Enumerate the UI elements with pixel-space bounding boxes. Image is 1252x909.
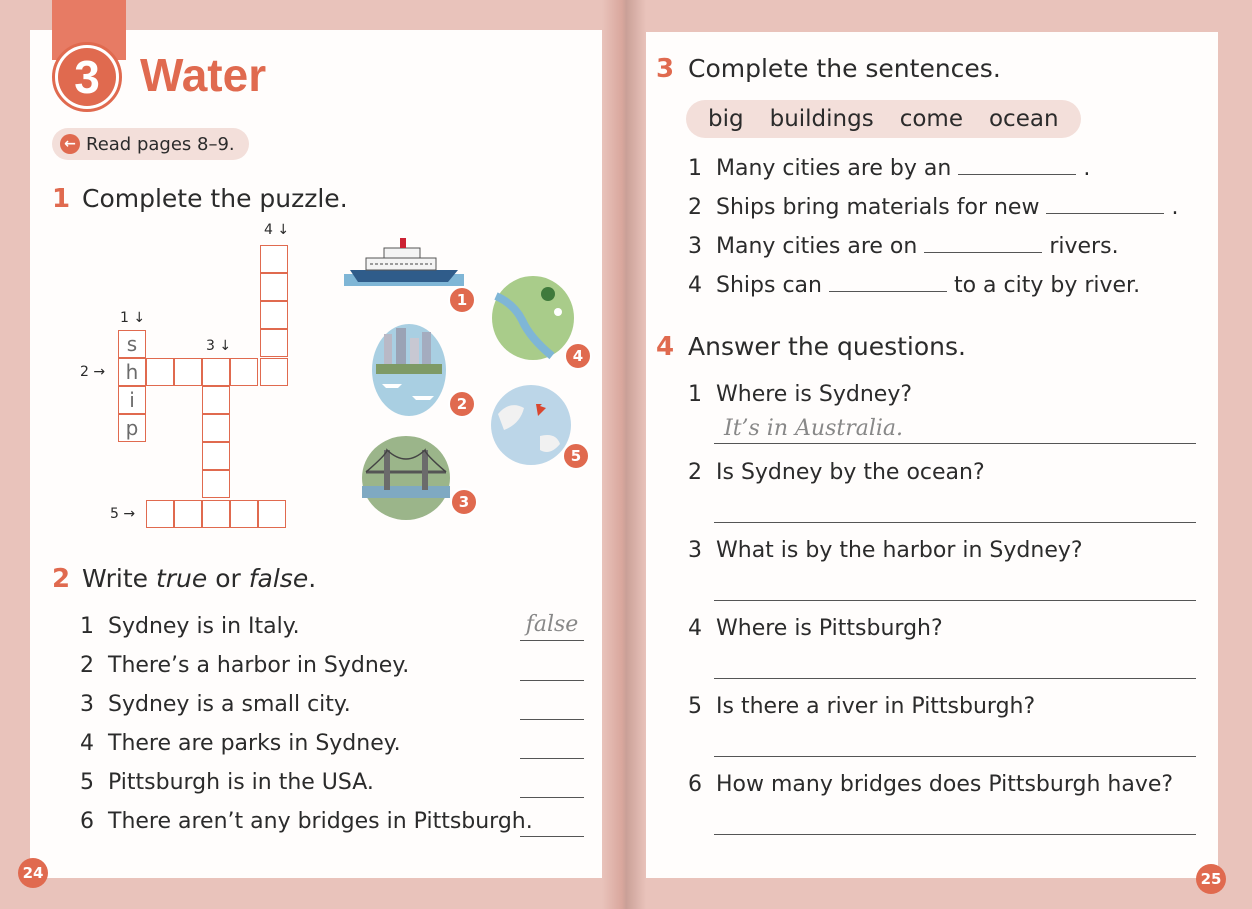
crossword-cell[interactable] [202,470,230,498]
globe-picture [490,380,572,466]
ex3-title: Complete the sentences. [688,54,1001,83]
page-number-right: 25 [1196,864,1226,894]
answer-blank[interactable] [520,691,584,720]
unit-number: 3 [58,48,116,106]
crossword-cell[interactable]: i [118,386,146,414]
unit-number-badge [52,42,122,112]
crossword-cell[interactable] [202,442,230,470]
picture-label-3: 3 [450,488,478,516]
word-box [686,100,1081,138]
crossword-cell[interactable] [260,301,288,329]
clue-label-4: 4 ↓ [264,222,290,238]
clue-label-5: 5 → [110,506,136,522]
harbor-city-picture [372,324,446,416]
picture-label-5: 5 [562,442,590,470]
crossword-cell[interactable] [174,500,202,528]
crossword-cell[interactable] [258,500,286,528]
answer-line[interactable] [714,728,1196,757]
word-box-word: buildings [769,106,874,132]
sentence-blank[interactable] [1046,195,1164,214]
list-item: 5 Pittsburgh is in the USA. [80,770,374,795]
crossword-cell[interactable] [146,500,174,528]
ship-picture [344,236,464,292]
question: 1 Where is Sydney? [688,382,913,407]
read-pages-text: Read pages 8–9. [86,133,235,155]
word-box-word: big [708,106,744,132]
answer-blank[interactable] [520,652,584,681]
answer-blank[interactable] [520,769,584,798]
question: 6 How many bridges does Pittsburgh have? [688,772,1174,797]
word-box-word: come [899,106,963,132]
list-item: 6 There aren’t any bridges in Pittsburgh. [80,809,533,834]
arrow-left-icon: ← [60,134,80,154]
crossword-cell[interactable]: h [118,358,146,386]
unit-title: Water [140,49,267,101]
picture-label-4: 4 [564,342,592,370]
sentence-blank[interactable] [958,156,1076,175]
answer-blank[interactable] [520,808,584,837]
question: 3 What is by the harbor in Sydney? [688,538,1083,563]
sentence-blank[interactable] [924,234,1042,253]
crossword-cell[interactable] [202,386,230,414]
list-item: 2 Ships bring materials for new . [688,195,1179,220]
word-box-word: ocean [988,106,1059,132]
book-gutter [602,0,646,909]
answer-line[interactable]: It’s in Australia. [714,416,1196,444]
answer-blank[interactable] [520,730,584,759]
list-item: 1 Many cities are by an . [688,156,1091,181]
answer-blank[interactable]: false [520,612,584,641]
crossword-cell[interactable] [230,358,258,386]
answer-line[interactable] [714,806,1196,835]
page-number-left: 24 [18,858,48,888]
ex4-title: Answer the questions. [688,332,966,361]
clue-label-3: 3 ↓ [206,338,232,354]
list-item: 3 Sydney is a small city. [80,692,351,717]
ex3-number: 3 [656,54,675,84]
answer-line[interactable] [714,572,1196,601]
ex1-number: 1 [52,184,71,214]
answer-line[interactable] [714,650,1196,679]
crossword-cell[interactable]: p [118,414,146,442]
crossword-cell[interactable] [202,500,230,528]
picture-label-2: 2 [448,390,476,418]
crossword-cell[interactable] [174,358,202,386]
sentence-blank[interactable] [829,273,947,292]
crossword-cell[interactable] [146,358,174,386]
clue-label-1: 1 ↓ [120,310,146,326]
answer-line[interactable] [714,494,1196,523]
river-map-picture [492,276,574,360]
question: 2 Is Sydney by the ocean? [688,460,985,485]
list-item: 3 Many cities are on rivers. [688,234,1119,259]
crossword-cell[interactable] [260,358,288,386]
ex2-number: 2 [52,564,71,594]
crossword-cell[interactable] [260,245,288,273]
question: 4 Where is Pittsburgh? [688,616,943,641]
question: 5 Is there a river in Pittsburgh? [688,694,1036,719]
list-item: 2 There’s a harbor in Sydney. [80,653,410,678]
crossword-cell[interactable] [230,500,258,528]
ex1-title: Complete the puzzle. [82,184,348,213]
list-item: 1 Sydney is in Italy. [80,614,300,639]
crossword-cell[interactable] [202,414,230,442]
crossword-cell[interactable] [260,273,288,301]
crossword-cell[interactable]: s [118,330,146,358]
clue-label-2: 2 → [80,364,106,380]
picture-label-1: 1 [448,286,476,314]
read-pages-pill [52,128,249,160]
crossword-cell[interactable] [202,358,230,386]
list-item: 4 There are parks in Sydney. [80,731,401,756]
crossword-cell[interactable] [260,329,288,357]
ex4-number: 4 [656,332,675,362]
list-item: 4 Ships can to a city by river. [688,273,1141,298]
bridge-picture [362,436,450,520]
ex2-title: Write true or false. [82,564,317,593]
